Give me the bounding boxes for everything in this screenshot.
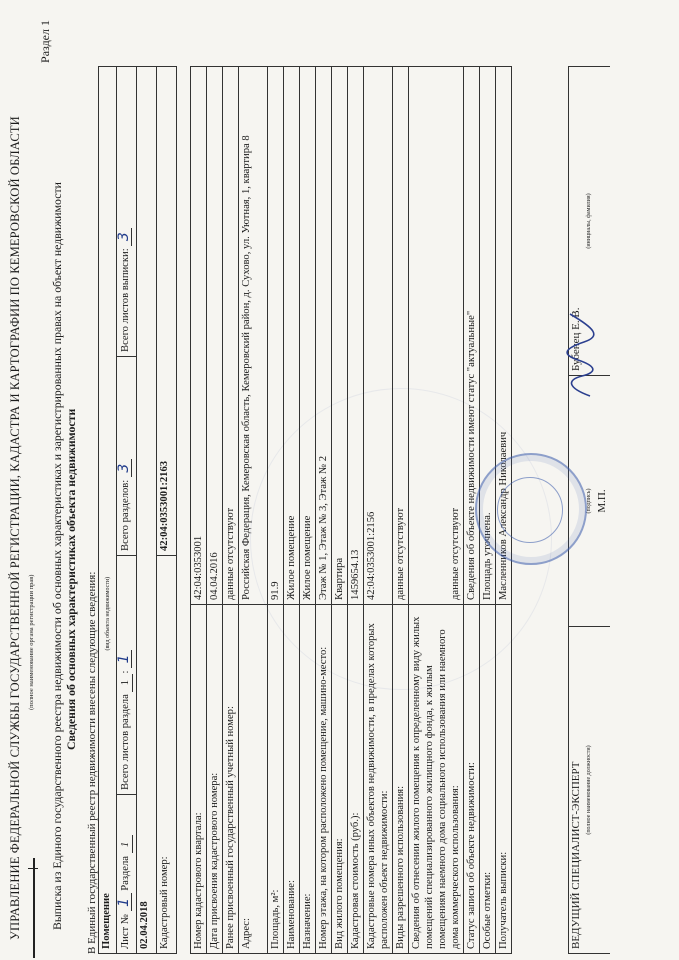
characteristics-table xyxy=(190,66,512,954)
cad-label: Кадастровый номер: xyxy=(157,556,177,954)
scan-edge-mark xyxy=(33,858,35,958)
table-row xyxy=(191,67,207,954)
total-cell: Всего листов выписки: 3 xyxy=(117,67,137,357)
table-row xyxy=(393,67,409,954)
list-cell: Лист № 1 Раздела 1 xyxy=(117,795,137,954)
row-label: Номер кадастрового квартала: xyxy=(191,605,207,954)
table-row xyxy=(284,67,300,954)
object-type-caption: (вид объекта недвижимости) xyxy=(105,576,111,651)
signer-role: ВЕДУЩИЙ СПЕЦИАЛИСТ-ЭКСПЕРТ xyxy=(570,761,582,949)
table-row xyxy=(239,67,268,954)
sheet-info-table xyxy=(98,66,177,954)
row-value: Площадь уточнена. xyxy=(480,67,496,605)
row-value: 04.04.2016 xyxy=(207,67,223,605)
scan-edge-tick xyxy=(28,868,38,869)
row-value: Жилое помещение xyxy=(284,67,300,605)
row-label: Дата присвоения кадастрового номера: xyxy=(207,605,223,954)
row-label: Особые отметки: xyxy=(480,605,496,954)
row-value: 91.9 xyxy=(268,67,284,605)
row-value: 42:04:0353001:2156 xyxy=(364,67,393,605)
row-value: Жилое помещение xyxy=(300,67,316,605)
row-label: Ранее присвоенный государственный учетный номер: xyxy=(223,605,239,954)
name-caption: (инициалы, фамилия) xyxy=(586,193,592,249)
signer-name: Бубенец Е. В. xyxy=(570,307,582,371)
row-value: данные отсутствуют xyxy=(223,67,239,605)
extract-title: Выписка из Единого государственного реестра недвижимости об основных характеристиках и зарегистрированных правах на объект недвижимости xyxy=(50,182,64,930)
row-label: Адрес: xyxy=(239,605,268,954)
table-row xyxy=(207,67,223,954)
row-value: данные отсутствуют xyxy=(393,67,409,605)
row-label: Виды разрешенного использования: xyxy=(393,605,409,954)
row-label: Назначение: xyxy=(300,605,316,954)
table-row xyxy=(300,67,316,954)
handwritten-signature xyxy=(560,310,600,400)
official-stamp xyxy=(475,453,587,565)
table-row xyxy=(316,67,332,954)
table-row xyxy=(332,67,348,954)
row-label: Кадастровые номера иных объектов недвижимости, в пределах которых расположен объект недвижимости: xyxy=(364,605,393,954)
row-value: Сведения об объекте недвижимости имеют статус "актуальные" xyxy=(464,67,480,605)
mp-mark: М.П. xyxy=(596,489,608,513)
row-value: данные отсутствуют xyxy=(409,67,464,605)
sections-cell: Всего разделов: 3 xyxy=(117,357,137,556)
table-row xyxy=(268,67,284,954)
row-value: Квартира xyxy=(332,67,348,605)
row-label: Вид жилого помещения: xyxy=(332,605,348,954)
row-value: Масленников Александр Николаевич xyxy=(496,67,512,605)
object-type: Помещение xyxy=(101,893,112,949)
row-label: Кадастровая стоимость (руб.): xyxy=(348,605,364,954)
pages-cell: Всего листов раздела 1: 1 xyxy=(117,556,137,795)
intro-text: В Единый государственный реестр недвижимости внесены следующие сведения: xyxy=(86,571,98,954)
extract-subtitle: Сведения об основных характеристиках объекта недвижимости xyxy=(64,408,78,750)
table-row xyxy=(223,67,239,954)
row-label: Сведения об отнесении жилого помещения к определенному виду жилых помещений специализированного жилищного фонда, к жилым помещениям наемного дома социального использования или наемного дома коммерческого использования: xyxy=(409,605,464,954)
row-value: 1459654.13 xyxy=(348,67,364,605)
section-label: Раздел 1 xyxy=(38,20,52,63)
agency-caption: (полное наименование органа регистрации прав) xyxy=(28,574,35,710)
cad-value: 42:04:0353001:2163 xyxy=(157,67,177,556)
table-row xyxy=(409,67,464,954)
agency-title: УПРАВЛЕНИЕ ФЕДЕРАЛЬНОЙ СЛУЖБЫ ГОСУДАРСТВЕННОЙ РЕГИСТРАЦИИ, КАДАСТРА И КАРТОГРАФИИ ПО КЕМЕРОВСКОЙ ОБЛАСТИ xyxy=(8,116,22,940)
row-value: Этаж № 1, Этаж № 3, Этаж № 2 xyxy=(316,67,332,605)
row-label: Номер этажа, на котором расположено помещение, машино-место: xyxy=(316,605,332,954)
row-label: Получатель выписки: xyxy=(496,605,512,954)
role-caption: (полное наименование должности) xyxy=(586,745,592,835)
row-value: Российская Федерация, Кемеровская область, Кемеровский район, д. Сухово, ул. Уютная, 1, квартира 8 xyxy=(239,67,268,605)
table-row xyxy=(364,67,393,954)
row-label: Площадь, м²: xyxy=(268,605,284,954)
row-label: Наименование: xyxy=(284,605,300,954)
date-cell: 02.04.2018 xyxy=(137,67,157,954)
sign-caption: (подпись) xyxy=(586,488,592,514)
row-label: Статус записи об объекте недвижимости: xyxy=(464,605,480,954)
object-type-cell xyxy=(99,67,117,954)
row-value: 42:04:0353001 xyxy=(191,67,207,605)
table-row xyxy=(348,67,364,954)
role-cell xyxy=(569,627,611,954)
